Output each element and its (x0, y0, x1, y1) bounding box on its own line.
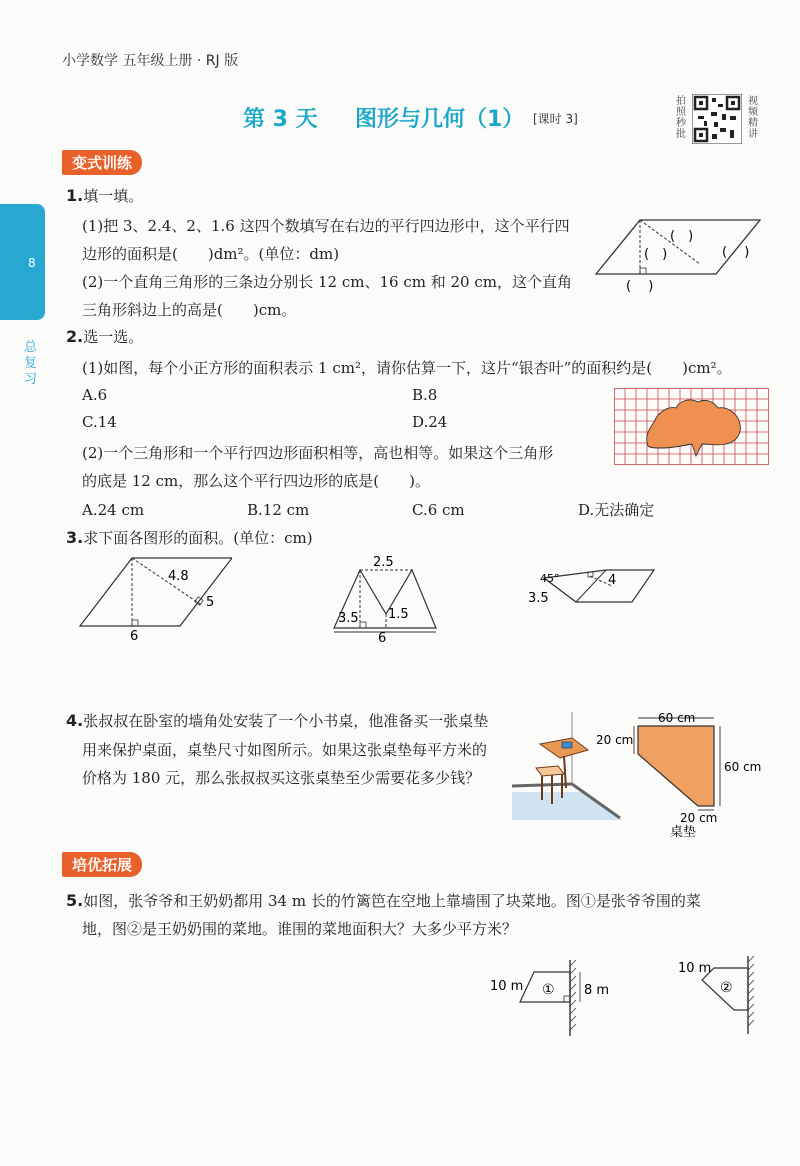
q1-part1-line1: (1)把 3、2.4、2、1.6 这四个数填写在右边的平行四边形中，这个平行四 (82, 217, 570, 235)
fig1-diag-label: 4.8 (168, 569, 189, 584)
section-tag-extension: 培优拓展 (62, 852, 142, 877)
blank-right: ( ) (722, 245, 750, 260)
page-title (243, 102, 524, 133)
q3-figure-parallelogram (72, 550, 232, 642)
q2-p1-option-c[interactable]: C.14 (82, 413, 117, 431)
qr-right-text: 视频精讲 (748, 96, 758, 140)
q3-number: 3. (66, 528, 84, 547)
q2-p2-option-b[interactable]: B.12 cm (247, 501, 310, 519)
book-header: 小学数学 五年级上册 · RJ 版 (62, 53, 239, 69)
q2-p1-option-a[interactable]: A.6 (82, 386, 108, 404)
q1-part1-line2: 边形的面积是( )dm²。(单位：dm) (82, 245, 340, 263)
blank-diag: ( ) (670, 229, 694, 244)
blank-base: ( ) (626, 279, 654, 294)
q2-p1-option-b[interactable]: B.8 (412, 386, 438, 404)
chapter-page-number: 8 (28, 256, 36, 270)
fig3-side-label: 3.5 (528, 591, 549, 606)
fig1-height-label: 5 (206, 595, 215, 610)
q1-part2-line1: (2)一个直角三角形的三条边分别长 12 cm、16 cm 和 20 cm，这个直角 (82, 273, 572, 291)
q2-p1-option-d[interactable]: D.24 (412, 413, 448, 431)
q4-line1 (66, 707, 488, 735)
q5-figure-1 (488, 958, 618, 1038)
q5-fig1-label: 10 m (490, 979, 524, 994)
q5-line1-text: 如图，张爷爷和王奶奶都用 34 m 长的竹篱笆在空地上靠墙围了块菜地。图①是张爷爷围的菜 (83, 892, 701, 910)
q5-fig1-side: 8 m (584, 983, 610, 998)
lesson-label: [课时 3] (533, 112, 578, 126)
fig2-left-label: 3.5 (338, 611, 359, 626)
mat-caption: 桌垫 (670, 825, 697, 840)
fig1-base-label: 6 (130, 629, 139, 642)
fig3-angle-label: 45° (540, 572, 560, 585)
fig2-top-label: 2.5 (373, 555, 394, 570)
q2-heading (66, 323, 143, 351)
q3-figure-m-shape (330, 552, 440, 644)
q5-figure-2 (672, 954, 768, 1036)
chapter-label: 总复习 (24, 340, 38, 387)
q3-heading (66, 524, 313, 552)
q5-number: 5. (66, 891, 84, 910)
q4-line2: 用来保护桌面，桌垫尺寸如图所示。如果这张桌垫每平方米的 (82, 741, 488, 759)
q2-number: 2. (66, 327, 84, 346)
qr-code[interactable] (692, 94, 742, 144)
fig2-base-label: 6 (378, 631, 387, 644)
section-tag-practice: 变式训练 (62, 150, 142, 175)
title-topic: 图形与几何（1） (354, 107, 525, 132)
q1-number: 1. (66, 186, 84, 205)
blank-height: ( ) (644, 247, 668, 262)
q4-line1-text: 张叔叔在卧室的墙角处安装了一个小书桌，他准备买一张桌垫 (83, 712, 489, 730)
q5-line2: 地，图②是王奶奶围的菜地。谁围的菜地面积大？大多少平方米？ (82, 920, 518, 938)
q5-line1 (66, 887, 701, 915)
q2-part2-line1: (2)一个三角形和一个平行四边形面积相等，高也相等。如果这个三角形 (82, 444, 554, 462)
qr-left-text: 拍照秒批 (676, 96, 686, 140)
table-mat-diagram (592, 708, 772, 844)
q1-heading (66, 182, 143, 210)
q2-p2-option-d[interactable]: D.无法确定 (578, 501, 655, 519)
q4-number: 4. (66, 711, 84, 730)
q2-p2-option-c[interactable]: C.6 cm (412, 501, 465, 519)
q2-p2-option-a[interactable]: A.24 cm (82, 501, 145, 519)
ginkgo-leaf-grid (614, 388, 774, 466)
title-day: 第 3 天 (243, 107, 318, 132)
q2-part2-line2: 的底是 12 cm，那么这个平行四边形的底是( )。 (82, 472, 430, 490)
q3-title: 求下面各图形的面积。(单位：cm) (83, 529, 313, 547)
mat-right-dim: 60 cm (724, 760, 762, 774)
q1-title: 填一填。 (83, 187, 144, 205)
q2-part1: (1)如图，每个小正方形的面积表示 1 cm²，请你估算一下，这片“银杏叶”的面积约是( )cm²。 (82, 359, 732, 377)
chapter-tab[interactable] (0, 204, 45, 320)
fig2-mid-label: 1.5 (388, 607, 409, 622)
mat-bottom-dim: 20 cm (680, 811, 718, 825)
q1-parallelogram-figure (588, 206, 788, 298)
q2-title: 选一选。 (83, 328, 144, 346)
q4-line3: 价格为 180 元，那么张叔叔买这张桌垫至少需要花多少钱？ (82, 769, 481, 787)
mat-top-dim: 60 cm (658, 711, 696, 725)
mat-left-dim: 20 cm (596, 733, 634, 747)
q5-fig1-mark: ① (542, 982, 555, 998)
q1-part2-line2: 三角形斜边上的高是( )cm。 (82, 301, 297, 319)
fig3-right-label: 4 (608, 573, 617, 588)
q5-fig2-label: 10 m (678, 961, 712, 976)
q5-fig2-mark: ② (720, 980, 733, 996)
q3-figure-trapezoid (526, 558, 666, 610)
